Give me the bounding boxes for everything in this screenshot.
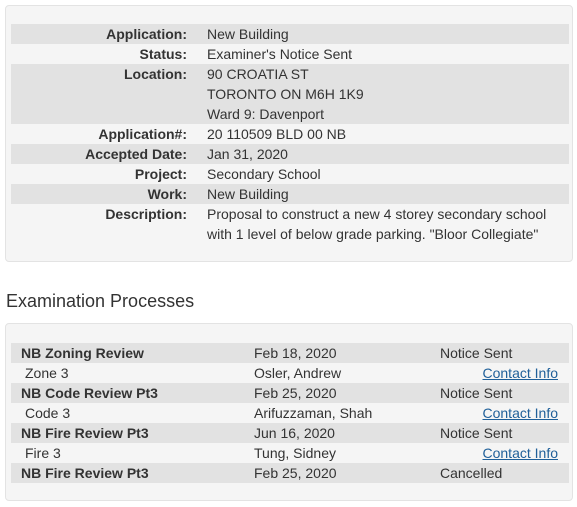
detail-row-description: [11, 204, 569, 244]
process-name: NB Zoning Review: [11, 343, 252, 363]
application-label: Application:: [11, 24, 187, 44]
examiner-row: [11, 363, 569, 383]
process-row: [11, 383, 569, 403]
examiner-zone: Zone 3: [25, 365, 69, 381]
detail-row-app-number: [11, 124, 569, 144]
accepted-label: Accepted Date:: [11, 144, 187, 164]
description-line-2: with 1 level of below grade parking. "Bloor Collegiate": [207, 226, 539, 242]
process-status: Notice Sent: [440, 343, 569, 363]
process-status: Cancelled: [440, 463, 569, 483]
application-details-panel: [5, 5, 573, 262]
location-label: Location:: [11, 64, 187, 124]
work-value: New Building: [187, 184, 569, 204]
app-number-value: 20 110509 BLD 00 NB: [207, 126, 347, 142]
accepted-value: Jan 31, 2020: [187, 144, 569, 164]
project-value: Secondary School: [207, 166, 321, 182]
examiner-zone: Code 3: [25, 405, 71, 421]
contact-info-link[interactable]: Contact Info: [482, 445, 558, 461]
process-row: [11, 423, 569, 443]
application-details-table: [11, 24, 569, 244]
process-name: NB Code Review Pt3: [11, 383, 252, 403]
detail-row-application: [11, 24, 569, 44]
process-row: [11, 463, 569, 483]
process-name: NB Fire Review Pt3: [11, 423, 252, 443]
description-label: Description:: [105, 206, 187, 222]
location-value: [187, 64, 569, 124]
status-value: Examiner's Notice Sent: [207, 46, 353, 62]
examiner-name: Arifuzzaman, Shah: [254, 405, 373, 421]
examination-processes-heading: Examination Processes: [6, 291, 195, 311]
app-number-label: Application#:: [98, 126, 187, 142]
process-name: NB Fire Review Pt3: [11, 463, 252, 483]
work-label: Work:: [11, 184, 187, 204]
detail-row-location: [11, 64, 569, 124]
examination-processes-table: [11, 343, 569, 483]
process-date: Jun 16, 2020: [252, 423, 440, 443]
examiner-row: [11, 443, 569, 463]
examiner-name: Osler, Andrew: [254, 365, 342, 381]
location-city: TORONTO ON M6H 1K9: [207, 86, 364, 102]
process-date: Feb 18, 2020: [252, 343, 440, 363]
description-line-1: Proposal to construct a new 4 storey secondary school: [207, 206, 547, 222]
contact-info-link[interactable]: Contact Info: [482, 365, 558, 381]
process-status: Notice Sent: [440, 423, 569, 443]
status-label: Status:: [139, 46, 187, 62]
detail-row-project: [11, 164, 569, 184]
detail-row-accepted: [11, 144, 569, 164]
location-ward: Ward 9: Davenport: [207, 106, 324, 122]
contact-info-link[interactable]: Contact Info: [482, 405, 558, 421]
process-date: Feb 25, 2020: [252, 383, 440, 403]
examiner-zone: Fire 3: [25, 445, 61, 461]
examiner-row: [11, 403, 569, 423]
examination-processes-panel: [5, 323, 573, 501]
project-label: Project:: [134, 166, 187, 182]
process-row: [11, 343, 569, 363]
detail-row-status: [11, 44, 569, 64]
description-value: [187, 204, 569, 244]
application-value: New Building: [187, 24, 569, 44]
examiner-name: Tung, Sidney: [254, 445, 336, 461]
location-street: 90 CROATIA ST: [207, 66, 309, 82]
process-status: Notice Sent: [440, 383, 569, 403]
process-date: Feb 25, 2020: [252, 463, 440, 483]
detail-row-work: [11, 184, 569, 204]
